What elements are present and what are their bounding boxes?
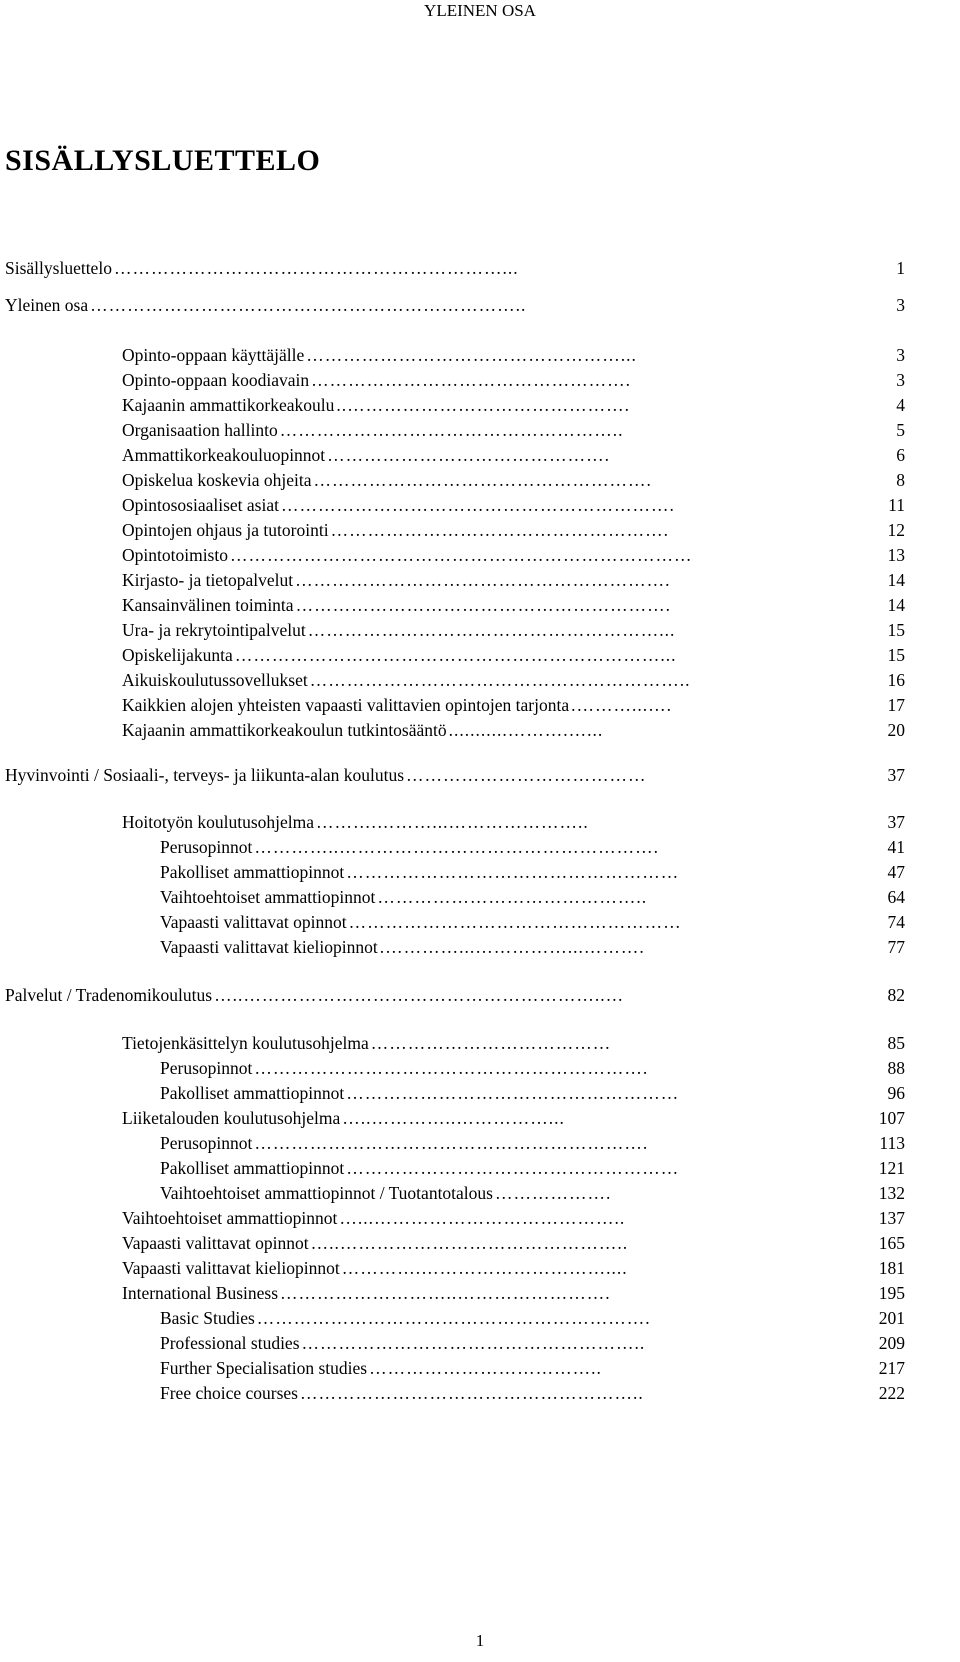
toc-entry-label: International Business xyxy=(122,1283,279,1303)
toc-entry-page: 6 xyxy=(892,443,905,467)
toc-entry-label: Ammattikorkeakouluopinnot xyxy=(122,445,326,465)
toc-entry xyxy=(122,693,905,717)
toc-entry xyxy=(122,1106,905,1130)
toc-entry-page: 74 xyxy=(884,910,906,934)
toc-entry-leader: ………………. xyxy=(494,1183,612,1203)
toc-entry-page: 132 xyxy=(875,1181,905,1205)
toc-entry xyxy=(122,593,905,617)
toc-entry-leader: ………………………………………………………. xyxy=(254,1058,649,1078)
toc-entry-page: 209 xyxy=(875,1331,905,1355)
toc-entry-leader: ……….………...………………….. xyxy=(316,812,589,832)
toc-entry-leader: ………………………..……………………. xyxy=(280,1283,611,1303)
toc-entry-leader: ……………………………………………….. xyxy=(300,1383,644,1403)
toc-entry xyxy=(122,1031,905,1055)
toc-entry-page: 165 xyxy=(875,1231,905,1255)
toc-entry-leader: ……………………………………………... xyxy=(306,345,637,365)
toc-entry-leader: .…………...……………...………. xyxy=(379,937,645,957)
toc-entry-label: Basic Studies xyxy=(160,1308,255,1328)
toc-entry xyxy=(122,668,905,692)
toc-entry-leader: .………...…. xyxy=(571,695,672,715)
toc-entry xyxy=(160,1056,905,1080)
toc-entry xyxy=(122,543,905,567)
toc-entry-page: 217 xyxy=(875,1356,905,1380)
toc-entry-leader: …...………………………………….. xyxy=(339,1208,626,1228)
toc-entry xyxy=(160,885,905,909)
toc-entry-page: 14 xyxy=(884,568,906,592)
toc-entry-page: 107 xyxy=(875,1106,905,1130)
toc-entry-page: 13 xyxy=(884,543,906,567)
toc-entry-label: Vaihtoehtoiset ammattiopinnot xyxy=(122,1208,338,1228)
toc-entry-page: 3 xyxy=(892,293,905,317)
toc-entry xyxy=(122,618,905,642)
toc-entry-leader: ………………………………………………………. xyxy=(256,1308,651,1328)
page-number-footer: 1 xyxy=(475,1631,485,1650)
toc-entry-leader: ...........……….…... xyxy=(448,720,604,740)
toc-entry-page: 41 xyxy=(884,835,906,859)
toc-entry-page: 3 xyxy=(892,343,905,367)
toc-entry-label: Opintotoimisto xyxy=(122,545,228,565)
toc-entry-label: Pakolliset ammattiopinnot xyxy=(160,1083,345,1103)
toc-entry xyxy=(160,1081,905,1105)
toc-entry-label: Opinto-oppaan koodiavain xyxy=(122,370,310,390)
toc-entry-leader: …..…………..……………... xyxy=(342,1108,565,1128)
toc-entry-leader: ………………………………… xyxy=(370,1033,612,1053)
toc-entry-label: Vapaasti valittavat kieliopinnot xyxy=(122,1258,340,1278)
toc-entry xyxy=(122,718,905,742)
toc-entry-leader: ……………………………………………… xyxy=(348,912,682,932)
toc-entry-page: 181 xyxy=(875,1256,905,1280)
toc-entry-label: Opiskelijakunta xyxy=(122,645,233,665)
toc-entry-page: 222 xyxy=(875,1381,905,1405)
toc-entry xyxy=(122,468,905,492)
toc-entry-page: 121 xyxy=(875,1156,905,1180)
toc-entry-page: 195 xyxy=(875,1281,905,1305)
toc-entry-page: 8 xyxy=(892,468,905,492)
toc-entry-page: 15 xyxy=(884,643,906,667)
toc-entry-page: 113 xyxy=(875,1131,905,1155)
toc-entry xyxy=(5,256,905,280)
toc-entry-page: 20 xyxy=(884,718,906,742)
toc-entry-leader: ……………………………………………….. xyxy=(301,1333,646,1353)
toc-entry xyxy=(122,343,905,367)
toc-entry-leader: …………..……………………………………………. xyxy=(254,837,659,857)
toc-entry-page: 77 xyxy=(884,935,906,959)
toc-entry xyxy=(160,860,905,884)
toc-entry-leader: …..…………………………………………………..… xyxy=(214,985,625,1005)
toc-entry xyxy=(160,1131,905,1155)
toc-entry-label: Sisällysluettelo xyxy=(5,258,112,278)
toc-entry-label: Further Specialisation studies xyxy=(160,1358,368,1378)
toc-entry-label: Perusopinnot xyxy=(160,1133,253,1153)
toc-entry-page: 96 xyxy=(884,1081,906,1105)
toc-entry-page: 85 xyxy=(884,1031,906,1055)
toc-entry xyxy=(160,910,905,934)
toc-entry-label: Vaihtoehtoiset ammattiopinnot xyxy=(160,887,376,907)
toc-entry xyxy=(122,368,905,392)
toc-entry-leader: …………………………………………………... xyxy=(307,620,676,640)
toc-entry-label: Vaihtoehtoiset ammattiopinnot / Tuotantotalous xyxy=(160,1183,493,1203)
toc-entry-page: 82 xyxy=(884,983,906,1007)
toc-entry-page: 17 xyxy=(884,693,906,717)
toc-entry xyxy=(122,1256,905,1280)
toc-entry-page: 37 xyxy=(884,810,906,834)
toc-entry-page: 64 xyxy=(884,885,906,909)
toc-entry-leader: ……………………………………………………. xyxy=(295,570,671,590)
toc-entry-leader: ……………………………………………… xyxy=(346,862,680,882)
toc-entry-label: Perusopinnot xyxy=(160,837,253,857)
toc-entry xyxy=(122,493,905,517)
toc-entry xyxy=(160,1156,905,1180)
toc-entry-label: Kaikkien alojen yhteisten vapaasti valittavien opintojen tarjonta xyxy=(122,695,570,715)
toc-entry-leader: ……………………………………………… xyxy=(346,1083,680,1103)
toc-entry xyxy=(160,1306,905,1330)
page-header: YLEINEN OSA xyxy=(424,1,536,20)
toc-entry-label: Opintojen ohjaus ja tutorointi xyxy=(122,520,329,540)
toc-entry-page: 11 xyxy=(884,493,905,517)
toc-entry-label: Vapaasti valittavat opinnot xyxy=(160,912,347,932)
toc-entry-label: Kajaanin ammattikorkeakoulu xyxy=(122,395,335,415)
toc-entry-page: 5 xyxy=(892,418,905,442)
toc-entry-page: 4 xyxy=(892,393,905,417)
toc-entry-leader: ……………………………………………………………... xyxy=(234,645,677,665)
toc-entry-leader: ………………………………… xyxy=(406,765,647,785)
toc-entry xyxy=(160,1356,905,1380)
toc-entry-label: Aikuiskoulutussovellukset xyxy=(122,670,308,690)
toc-entry-label: Ura- ja rekrytointipalvelut xyxy=(122,620,306,640)
toc-entry-page: 16 xyxy=(884,668,906,692)
toc-entry xyxy=(122,518,905,542)
toc-entry-page: 15 xyxy=(884,618,906,642)
toc-entry xyxy=(160,835,905,859)
toc-entry xyxy=(160,1381,905,1405)
toc-entry xyxy=(5,293,905,317)
toc-entry-page: 1 xyxy=(892,256,905,280)
toc-entry-leader: ………………………………………………………... xyxy=(113,258,519,278)
toc-entry-page: 37 xyxy=(884,763,906,787)
toc-entry-label: Vapaasti valittavat opinnot xyxy=(122,1233,309,1253)
toc-entry-leader: ……………………………………………….. xyxy=(279,420,624,440)
toc-entry-label: Free choice courses xyxy=(160,1383,298,1403)
toc-entry-label: Kirjasto- ja tietopalvelut xyxy=(122,570,294,590)
toc-entry-leader: ………………………………………………………. xyxy=(281,495,675,515)
toc-entry-label: Opiskelua koskevia ohjeita xyxy=(122,470,312,490)
toc-entry-page: 201 xyxy=(875,1306,905,1330)
toc-entry-leader: …………………………………………………….. xyxy=(309,670,691,690)
toc-entry xyxy=(122,418,905,442)
toc-entry-page: 12 xyxy=(884,518,906,542)
toc-entry-page: 137 xyxy=(875,1206,905,1230)
toc-entry xyxy=(122,568,905,592)
toc-entry-leader: ……………………………………………. xyxy=(311,370,631,390)
toc-entry xyxy=(160,935,905,959)
toc-entry xyxy=(122,1206,905,1230)
page-title: SISÄLLYSLUETTELO xyxy=(5,144,321,177)
toc-entry xyxy=(122,393,905,417)
toc-entry-label: Liiketalouden koulutusohjelma xyxy=(122,1108,341,1128)
toc-entry-label: Hyvinvointi / Sosiaali-, terveys- ja liikunta-alan koulutus xyxy=(5,765,405,785)
toc-entry-leader: …………………………………………………………….. xyxy=(90,295,527,315)
toc-entry xyxy=(5,983,905,1007)
toc-entry-leader: ………………………………………………. xyxy=(330,520,669,540)
toc-entry xyxy=(122,1231,905,1255)
toc-entry-leader: ………………………………………………………………… xyxy=(229,545,693,565)
toc-entry-label: Yleinen osa xyxy=(5,295,89,315)
toc-entry-label: Tietojenkäsittelyn koulutusohjelma xyxy=(122,1033,369,1053)
toc-entry-label: Opintososiaaliset asiat xyxy=(122,495,279,515)
toc-entry xyxy=(160,1181,905,1205)
toc-entry xyxy=(122,443,905,467)
toc-entry xyxy=(160,1331,905,1355)
toc-entry-label: Perusopinnot xyxy=(160,1058,253,1078)
toc-entry-leader: ……………………………………………… xyxy=(346,1158,680,1178)
toc-entry-leader: …………………………………….. xyxy=(377,887,648,907)
toc-entry-label: Hoitotyön koulutusohjelma xyxy=(122,812,315,832)
toc-entry-label: Vapaasti valittavat kieliopinnot xyxy=(160,937,378,957)
toc-entry-leader: ……………………………………………………. xyxy=(295,595,671,615)
toc-entry-label: Organisaation hallinto xyxy=(122,420,278,440)
toc-entry-leader: ………………………………………………………. xyxy=(254,1133,649,1153)
toc-entry-page: 47 xyxy=(884,860,906,884)
toc-entry-label: Pakolliset ammattiopinnot xyxy=(160,1158,345,1178)
toc-entry-leader: ……………………………….. xyxy=(369,1358,602,1378)
toc-entry-label: Kajaanin ammattikorkeakoulun tutkintosääntö xyxy=(122,720,447,740)
toc-entry-label: Opinto-oppaan käyttäjälle xyxy=(122,345,305,365)
toc-entry-label: Kansainvälinen toiminta xyxy=(122,595,294,615)
toc-entry xyxy=(122,810,905,834)
toc-entry-label: Professional studies xyxy=(160,1333,300,1353)
toc-entry-label: Pakolliset ammattiopinnot xyxy=(160,862,345,882)
toc-entry-page: 88 xyxy=(884,1056,906,1080)
toc-entry-leader: ………………………………………. xyxy=(327,445,611,465)
toc-entry-leader: …..……………………………………….. xyxy=(310,1233,629,1253)
toc-entry xyxy=(122,643,905,667)
toc-entry-label: Palvelut / Tradenomikoulutus xyxy=(5,985,213,1005)
toc-entry-page: 3 xyxy=(892,368,905,392)
toc-entry xyxy=(122,1281,905,1305)
toc-entry xyxy=(5,763,905,787)
toc-entry-leader: ..………………………………………. xyxy=(336,395,630,415)
toc-entry-page: 14 xyxy=(884,593,906,617)
toc-entry-leader: ………………………………………………. xyxy=(313,470,652,490)
toc-entry-leader: ………….………………………….... xyxy=(341,1258,628,1278)
